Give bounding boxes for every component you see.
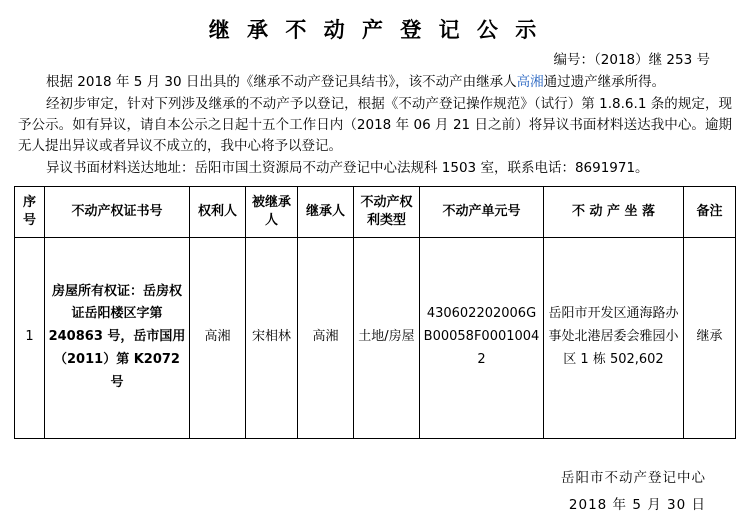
column-header-unit-no: 不动产单元号 — [420, 186, 544, 237]
cell-cert-no: 房屋所有权证：岳房权证岳阳楼区字第 240863 号，岳市国用（2011）第 K2072 号 — [45, 237, 190, 438]
column-header-heir: 继承人 — [298, 186, 354, 237]
cell-right-type: 土地/房屋 — [354, 237, 420, 438]
footer-issuer: 岳阳市不动产登记中心 — [561, 469, 706, 486]
cell-unit-no: 430602202006GB00058F00010042 — [420, 237, 544, 438]
paragraph-1 — [18, 72, 732, 93]
cell-seq: 1 — [15, 237, 45, 438]
column-header-cert-no: 不动产权证书号 — [45, 186, 190, 237]
document-footer — [14, 465, 736, 519]
cell-owner: 高湘 — [190, 237, 246, 438]
column-header-seq: 序号 — [15, 186, 45, 237]
cell-heir: 高湘 — [298, 237, 354, 438]
paragraph-1-part-2: 通过遗产继承所得。 — [543, 74, 666, 90]
column-header-owner: 权利人 — [190, 186, 246, 237]
page-title: 继 承 不 动 产 登 记 公 示 — [208, 17, 542, 42]
document-number: 编号：（2018）继 253 号 — [553, 52, 710, 68]
cell-location: 岳阳市开发区通海路办事处北港居委会雅园小区 1 栋 502,602 — [544, 237, 684, 438]
paragraph-1-heir-name: 高湘 — [516, 74, 544, 90]
cell-remark: 继承 — [684, 237, 736, 438]
paragraph-3: 异议书面材料送达地址：岳阳市国土资源局不动产登记中心法规科 1503 室，联系电话：8691971。 — [46, 159, 649, 176]
footer-date: 2018 年 5 月 30 日 — [568, 496, 706, 513]
paragraph-1-part-1: 根据 2018 年 5 月 30 日出具的《继承不动产登记具结书》，该不动产由继承人 — [46, 74, 517, 90]
cell-inherited-from: 宋相林 — [246, 237, 298, 438]
table-row — [15, 237, 736, 438]
paragraph-2: 经初步审定，针对下列涉及继承的不动产予以登记，根据《不动产登记操作规范》（试行）第 1.8.6.1 条的规定，现予公示。如有异议，请自本公示之日起十五个工作日内（2018 年 06 月 21 日之前）将异议书面材料送达我中心。逾期无人提出异议或者异议不成立的，我中心将予以登记。 — [18, 95, 732, 154]
column-header-inherited-from: 被继承人 — [246, 186, 298, 237]
column-header-location: 不 动 产 坐 落 — [544, 186, 684, 237]
property-registration-table — [14, 186, 736, 439]
column-header-remark: 备注 — [684, 186, 736, 237]
table-header-row — [15, 186, 736, 237]
column-header-right-type: 不动产权利类型 — [354, 186, 420, 237]
